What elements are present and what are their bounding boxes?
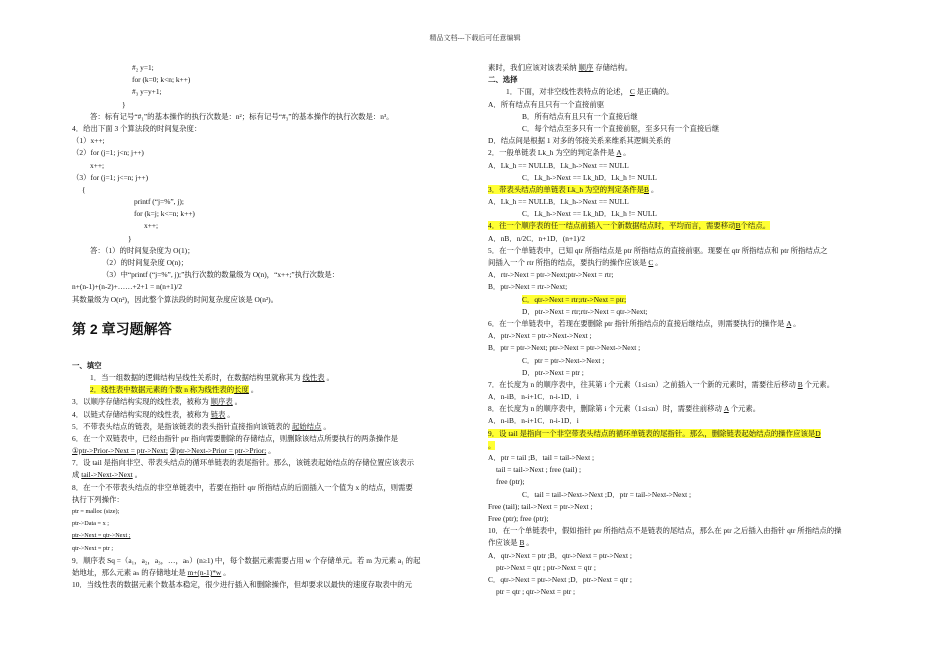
question-line: 8．在一个不带表头结点的非空单链表中，若要在指针 qtr 所指结点的后面插入一个值为 x 的结点，则需要 <box>72 482 413 492</box>
answer-line: n+(n-1)+(n-2)+……+2+1 = n(n+1)/2 <box>72 282 183 292</box>
question-text: 。 <box>234 397 243 407</box>
question-line <box>488 537 888 549</box>
code-line: } <box>122 99 126 109</box>
option-line: A．ptr->Next = ptr->Next->Next ; <box>488 331 592 341</box>
question-text: 作应该是 <box>488 538 518 548</box>
page-header: 精品文档---下载后可任意编辑 <box>429 34 521 42</box>
question-line <box>72 396 464 408</box>
question-text: 5．不带表头结点的链表，是指该链表的表头指针直接指向该链表的 <box>72 421 291 431</box>
question-text: 间插入一个 rtr 所指的结点，要执行的操作应该是 <box>488 258 647 267</box>
answer-blank: D <box>815 428 821 438</box>
question-text: 9．设 tail 是指向一个非空带表头结点的循环单链表的尾指针。那么，删除链表起始结点的操作应该是 <box>488 428 816 438</box>
code-line: #₃ y=y+1; <box>132 87 162 97</box>
answer-blank: A <box>786 318 792 328</box>
question-text: 。 <box>526 538 534 548</box>
question-text: 2．线性表中数据元素的个数 n 称为线性表的 <box>90 385 235 395</box>
question-line <box>72 421 464 433</box>
answer-blank: 起始结点 <box>291 421 322 431</box>
option-line: Free (tail); tail->Next = ptr->Next ; <box>488 501 593 511</box>
option-line: D．ptr->Next = rtr;rtr->Next = qtr->Next; <box>522 306 648 316</box>
answer-blank: m+(n-1)*w <box>187 567 222 577</box>
code-line: for (k=j; k<=n; k++) <box>134 209 195 219</box>
answer-blank: C <box>648 258 654 267</box>
answer-blank: C <box>629 87 635 97</box>
answer-line: 其数量级为 O(n²)，因此整个算法段的时间复杂度应该是 O(n²)。 <box>72 294 279 304</box>
section-heading: 一、填空 <box>72 360 102 370</box>
answer-line: 答：（1）的时间复杂度为 O(1)； <box>90 245 195 255</box>
option-line: C．每个结点至多只有一个直接前驱，至多只有一个直接后继 <box>522 123 720 133</box>
answer-blank: 长度 <box>234 385 249 395</box>
question-line <box>488 184 888 196</box>
option-line: A．n-iB．n-i+1C．n-i-1D．i <box>488 392 579 402</box>
question-line: 7．设 tail 是指向非空、带表头结点的循环单链表的表尾指针。那么，该链表起始结点的存储位置应该表示 <box>72 458 415 468</box>
question-line <box>72 567 464 579</box>
option-line: C．qtr->Next = ptr->Next ;D．ptr->Next = qtr ; <box>488 574 632 584</box>
code-line: x++; <box>144 221 159 231</box>
option-line: ptr->Next = qtr ; ptr->Next = qtr ; <box>496 562 596 572</box>
option-line: tail = tail->Next ; free (tail) ; <box>496 465 582 475</box>
question-text: 。 <box>650 184 659 194</box>
code-line: { <box>82 184 86 194</box>
highlighted-text <box>488 429 821 438</box>
question-text: 。 <box>655 258 663 267</box>
question-line <box>488 220 888 232</box>
question-text: 3．以顺序存储结构实现的线性表，被称为 <box>72 397 209 407</box>
question-text: 4．以链式存储结构实现的线性表，被称为 <box>72 409 209 419</box>
option-line: A．qtr->Next = ptr ;B．qtr->Next = ptr->Next ; <box>488 550 632 560</box>
question-text: 存储结构。 <box>595 63 633 72</box>
question-text: 个结点。 <box>740 221 771 231</box>
option-line: A．所有结点有且只有一个直接前驱 <box>488 99 605 109</box>
option-line: C．tail = tail->Next->Next ;D．ptr = tail->Next->Next ; <box>522 489 692 499</box>
question-line <box>488 440 888 452</box>
highlighted-text <box>90 385 249 394</box>
question-line <box>488 86 888 98</box>
question-text: 。 <box>323 421 331 431</box>
option-line: A．ptr = tail ;B．tail = tail->Next ; <box>488 453 595 462</box>
code-line: printf (“j=%”, j); <box>134 197 184 207</box>
question-line <box>488 403 888 415</box>
question-text: 1．下面，对非空线性表特点的论述， <box>506 87 628 97</box>
answer-line: （2）的时间复杂度 O(n)； <box>102 258 189 267</box>
option-line: B．ptr = ptr->Next; ptr->Next = ptr->Next->Next ; <box>488 343 641 353</box>
question-text: 。 <box>793 318 801 328</box>
option-line: C．ptr = ptr->Next->Next ; <box>522 355 605 365</box>
question-line <box>488 62 888 74</box>
answer-blank: 链表 <box>210 409 226 419</box>
option-line: A．Lk_h == NULLB．Lk_h->Next == NULL <box>488 197 629 207</box>
highlighted-text: 。 <box>488 440 496 450</box>
option-line: A．n-iB．n-i+1C．n-i-1D．i <box>488 416 579 426</box>
option-line: free (ptr); <box>496 477 525 487</box>
text-line: （1）x++; <box>72 136 105 146</box>
code-line: qtr->Next = ptr ; <box>72 544 114 552</box>
question-line <box>488 147 888 159</box>
answer-blank: A <box>723 404 729 414</box>
question-line: 6．在一个双链表中，已经由指针 ptr 指向需要删除的存储结点，则删除该结点所要执行的两条操作是 <box>72 433 399 443</box>
answer-blank: ②ptr->Next->Prior = ptr->Prior; <box>169 446 267 456</box>
answer-blank: tail->Next->Next <box>81 470 133 480</box>
question-line: 10．在一个单链表中，假如指针 ptr 所指结点不是链表的尾结点，那么在 ptr 之后插入由指针 qtr 所指结点的操 <box>488 526 842 536</box>
option-line: B．ptr->Next = rtr->Next; <box>488 282 568 292</box>
answer-blank: A <box>616 148 622 158</box>
question-text: 个元素。 <box>804 379 835 389</box>
code-line: x++; <box>90 160 105 170</box>
code-line: ptr = malloc (size); <box>72 508 120 515</box>
question-line <box>72 409 464 421</box>
question-text: 2．一般单链表 Lk_h 为空的判定条件是 <box>488 148 615 158</box>
question-line: 5．在一个单链表中，已知 qtr 所指结点是 ptr 所指结点的直接前驱。现要在 qtr 所指结点和 ptr 所指结点之 <box>488 245 828 255</box>
question-line <box>488 318 888 330</box>
option-line: A．rtr->Next = ptr->Next;ptr->Next = rtr; <box>488 270 614 280</box>
question-text: 。 <box>623 148 631 158</box>
text-line: （3）for (j=1; j<=n; j++) <box>72 172 149 182</box>
option-line: B．所有结点有且只有一个直接后继 <box>522 111 638 121</box>
question-line <box>72 384 464 396</box>
question-text: 。 <box>268 446 276 456</box>
question-line <box>488 428 888 440</box>
question-text: 8．在长度为 n 的顺序表中，删除第 i 个元素（1≤i≤n）时，需要往前移动 <box>488 404 722 414</box>
answer-blank: 顺序表 <box>210 397 233 407</box>
answer-blank: 顺序 <box>578 63 594 72</box>
option-line: D．结点间是根据 1 对多的邻接关系来维系其逻辑关系的 <box>488 136 671 146</box>
option-line: A．Lk_h == NULLB．Lk_h->Next == NULL <box>488 160 629 170</box>
question-text: 始地址，那么元素 aₙ 的存储地址是 <box>72 567 186 577</box>
text-line: （2）for (j=1; j<n; j++) <box>72 148 144 158</box>
question-line: 执行下列操作： <box>72 494 124 504</box>
code-line: for (k=0; k<n; k++) <box>132 75 191 85</box>
text-line: 4．给出下面 3 个算法段的时间复杂度： <box>72 123 202 133</box>
option-line: C．Lk_h->Next == Lk_hD．Lk_h != NULL <box>522 209 657 219</box>
highlighted-text: C．qtr->Next = rtr;rtr->Next = ptr; <box>522 294 627 304</box>
answer-line: （3）中“printf (“j=%”, j);”执行次数的数量级为 O(n)，“x++;”执行次数是： <box>102 270 340 280</box>
highlighted-text <box>488 185 649 194</box>
question-line <box>488 257 888 269</box>
question-text: 。 <box>227 409 235 419</box>
question-text: 。 <box>326 372 334 382</box>
question-text: 。 <box>250 385 259 395</box>
question-text: 个元素。 <box>730 404 761 414</box>
option-line: Free (ptr); free (ptr); <box>488 513 549 523</box>
answer-blank: B <box>797 379 803 389</box>
question-text: 6．在一个单链表中，若现在要删除 ptr 指针所指结点的直接后继结点，则需要执行的操作是 <box>488 318 785 328</box>
question-line: 10．当线性表的数据元素个数基本稳定，很少进行插入和删除操作，但却要求以最快的速度存取表中的元 <box>72 580 412 590</box>
option-line: A．nB．n/2C．n+1D．(n+1)/2 <box>488 233 586 243</box>
text-line: 答：标有记号“#₁”的基本操作的执行次数是：n²；标有记号“#₃”的基本操作的执行次数是：n³。 <box>90 111 394 121</box>
highlighted-text <box>488 221 770 230</box>
answer-blank: 线性表 <box>302 372 325 382</box>
question-text: 3．带表头结点的单链表 Lk_h 为空的判定条件是 <box>488 184 645 194</box>
question-text: 是正确的。 <box>636 87 674 97</box>
question-text: 4．往一个顺序表的任一结点前插入一个新数据结点时，平均而言，需要移动 <box>488 221 736 231</box>
section-heading: 二、选择 <box>488 75 518 85</box>
answer-blank: B <box>519 538 525 548</box>
question-text: 。 <box>134 470 142 480</box>
answer-blank: B <box>735 221 741 231</box>
question-text: 。 <box>223 567 231 577</box>
code-line-answer: ptr->Next = qtr->Next ; <box>72 532 131 540</box>
option-line <box>488 294 888 306</box>
right-column <box>488 62 888 598</box>
answer-blank: B <box>644 184 649 194</box>
question-text: 1．当一组数据的逻辑结构呈线性关系时，在数据结构里就称其为 <box>90 372 301 382</box>
question-line: 9．顺序表 Sq =（a₁，a₂，a₃，…，aₙ）(n≥1) 中，每个数据元素需要占用 w 个存储单元。若 m 为元素 a₁ 的起 <box>72 555 421 565</box>
question-line <box>488 379 888 391</box>
question-text: 成 <box>72 470 80 480</box>
question-text: 素时，我们应该对该表采纳 <box>488 63 577 72</box>
code-line: #₂ y=1; <box>132 63 154 72</box>
answer-blank: ①ptr->Prior->Next = ptr->Next; <box>72 446 168 456</box>
option-line: C．Lk_h->Next == Lk_hD．Lk_h != NULL <box>522 172 657 182</box>
question-line <box>72 445 464 457</box>
question-line <box>72 469 464 481</box>
chapter-title: 第 2 章习题解答 <box>72 320 172 337</box>
question-line <box>72 372 464 384</box>
question-text: 7．在长度为 n 的顺序表中，往其第 i 个元素（1≤i≤n）之前插入一个新的元素时，需要往后移动 <box>488 379 796 389</box>
left-column <box>72 62 464 591</box>
option-line: D．ptr->Next = ptr ; <box>522 367 584 377</box>
code-line: } <box>128 233 132 243</box>
code-line: ptr->Data = x ; <box>72 520 109 528</box>
option-line: ptr = qtr ; qtr->Next = ptr ; <box>496 587 576 597</box>
